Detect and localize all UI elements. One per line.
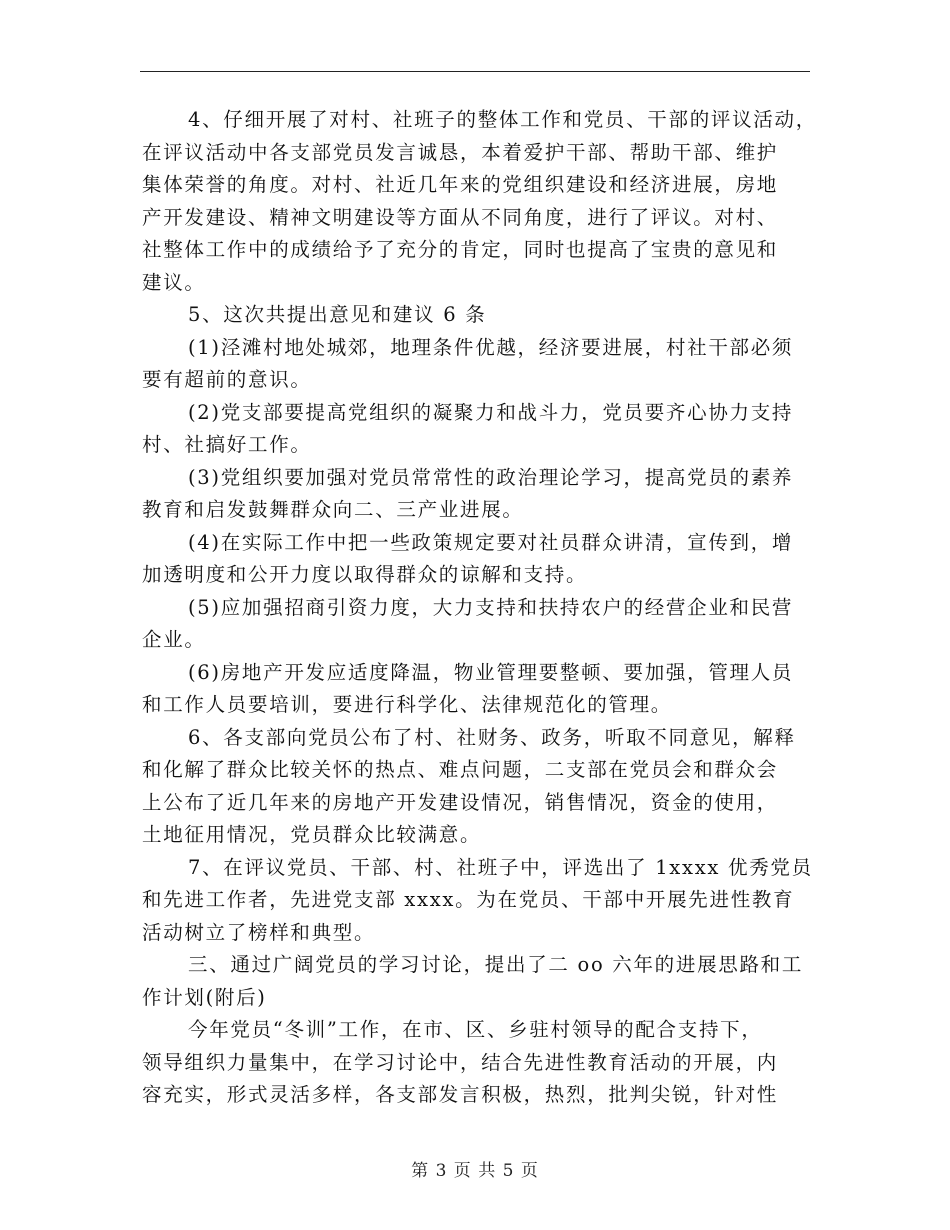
text-line: 6、各支部向党员公布了村、社财务、政务，听取不同意见，解释 — [188, 725, 796, 749]
text-line: 社整体工作中的成绩给予了充分的肯定，同时也提高了宝贵的意见和 — [142, 238, 779, 261]
text-line: 三、通过广阔党员的学习讨论，提出了二 oo 六年的进展思路和工 — [188, 953, 804, 976]
text-line: 加透明度和公开力度以取得群众的谅解和支持。 — [142, 563, 588, 586]
text-line: 和工作人员要培训，要进行科学化、法律规范化的管理。 — [142, 693, 673, 716]
text-line: 和化解了群众比较关怀的热点、难点问题，二支部在党员会和群众会 — [142, 758, 779, 781]
text-line: 在评议活动中各支部党员发言诚恳，本着爱护干部、帮助干部、维护 — [142, 140, 779, 164]
text-line: 土地征用情况，党员群众比较满意。 — [142, 823, 482, 846]
text-line: 活动树立了榜样和典型。 — [142, 920, 376, 944]
text-line: 要有超前的意识。 — [142, 368, 312, 391]
text-line: 领导组织力量集中，在学习讨论中，结合先进性教育活动的开展，内 — [142, 1050, 779, 1074]
text-line: (2)党支部要提高党组织的凝聚力和战斗力，党员要齐心协力支持 — [188, 400, 794, 424]
page-number-footer: 第 3 页 共 5 页 — [411, 1161, 539, 1181]
text-line: 今年党员“冬训”工作，在市、区、乡驻村领导的配合支持下， — [188, 1018, 763, 1041]
text-line: 作计划(附后) — [142, 985, 267, 1009]
header-rule — [140, 71, 810, 72]
text-line: 集体荣誉的角度。对村、社近几年来的党组织建设和经济进展，房地 — [142, 173, 779, 196]
text-line: (4)在实际工作中把一些政策规定要对社员群众讲清，宣传到，增 — [188, 530, 794, 554]
text-line: (3)党组织要加强对党员常常性的政治理论学习，提高党员的素养 — [188, 465, 794, 489]
text-line: 4、仔细开展了对村、社班子的整体工作和党员、干部的评议活动， — [188, 108, 817, 131]
text-line: 产开发建设、精神文明建设等方面从不同角度，进行了评议。对村、 — [142, 205, 779, 229]
text-line: 和先进工作者，先进党支部 xxxx。为在党员、干部中开展先进性教育 — [142, 888, 795, 911]
text-line: 村、社搞好工作。 — [142, 433, 312, 456]
text-line: 上公布了近几年来的房地产开发建设情况，销售情况，资金的使用， — [142, 790, 779, 814]
text-line: 7、在评议党员、干部、村、社班子中，评选出了 1xxxx 优秀党员 — [188, 855, 813, 879]
text-line: 教育和启发鼓舞群众向二、三产业进展。 — [142, 498, 524, 521]
document-body — [142, 104, 817, 1112]
text-line: 企业。 — [142, 628, 206, 651]
text-line: 建议。 — [142, 270, 206, 294]
text-line: (5)应加强招商引资力度，大力支持和扶持农户的经营企业和民营 — [188, 595, 794, 619]
text-line: (1)泾滩村地处城郊，地理条件优越，经济要进展，村社干部必须 — [188, 335, 794, 359]
text-line: 5、这次共提出意见和建议 6 条 — [188, 303, 487, 326]
text-line: (6)房地产开发应适度降温，物业管理要整顿、要加强，管理人员 — [188, 660, 794, 684]
text-line: 容充实，形式灵活多样，各支部发言积极，热烈，批判尖锐，针对性 — [142, 1083, 779, 1106]
